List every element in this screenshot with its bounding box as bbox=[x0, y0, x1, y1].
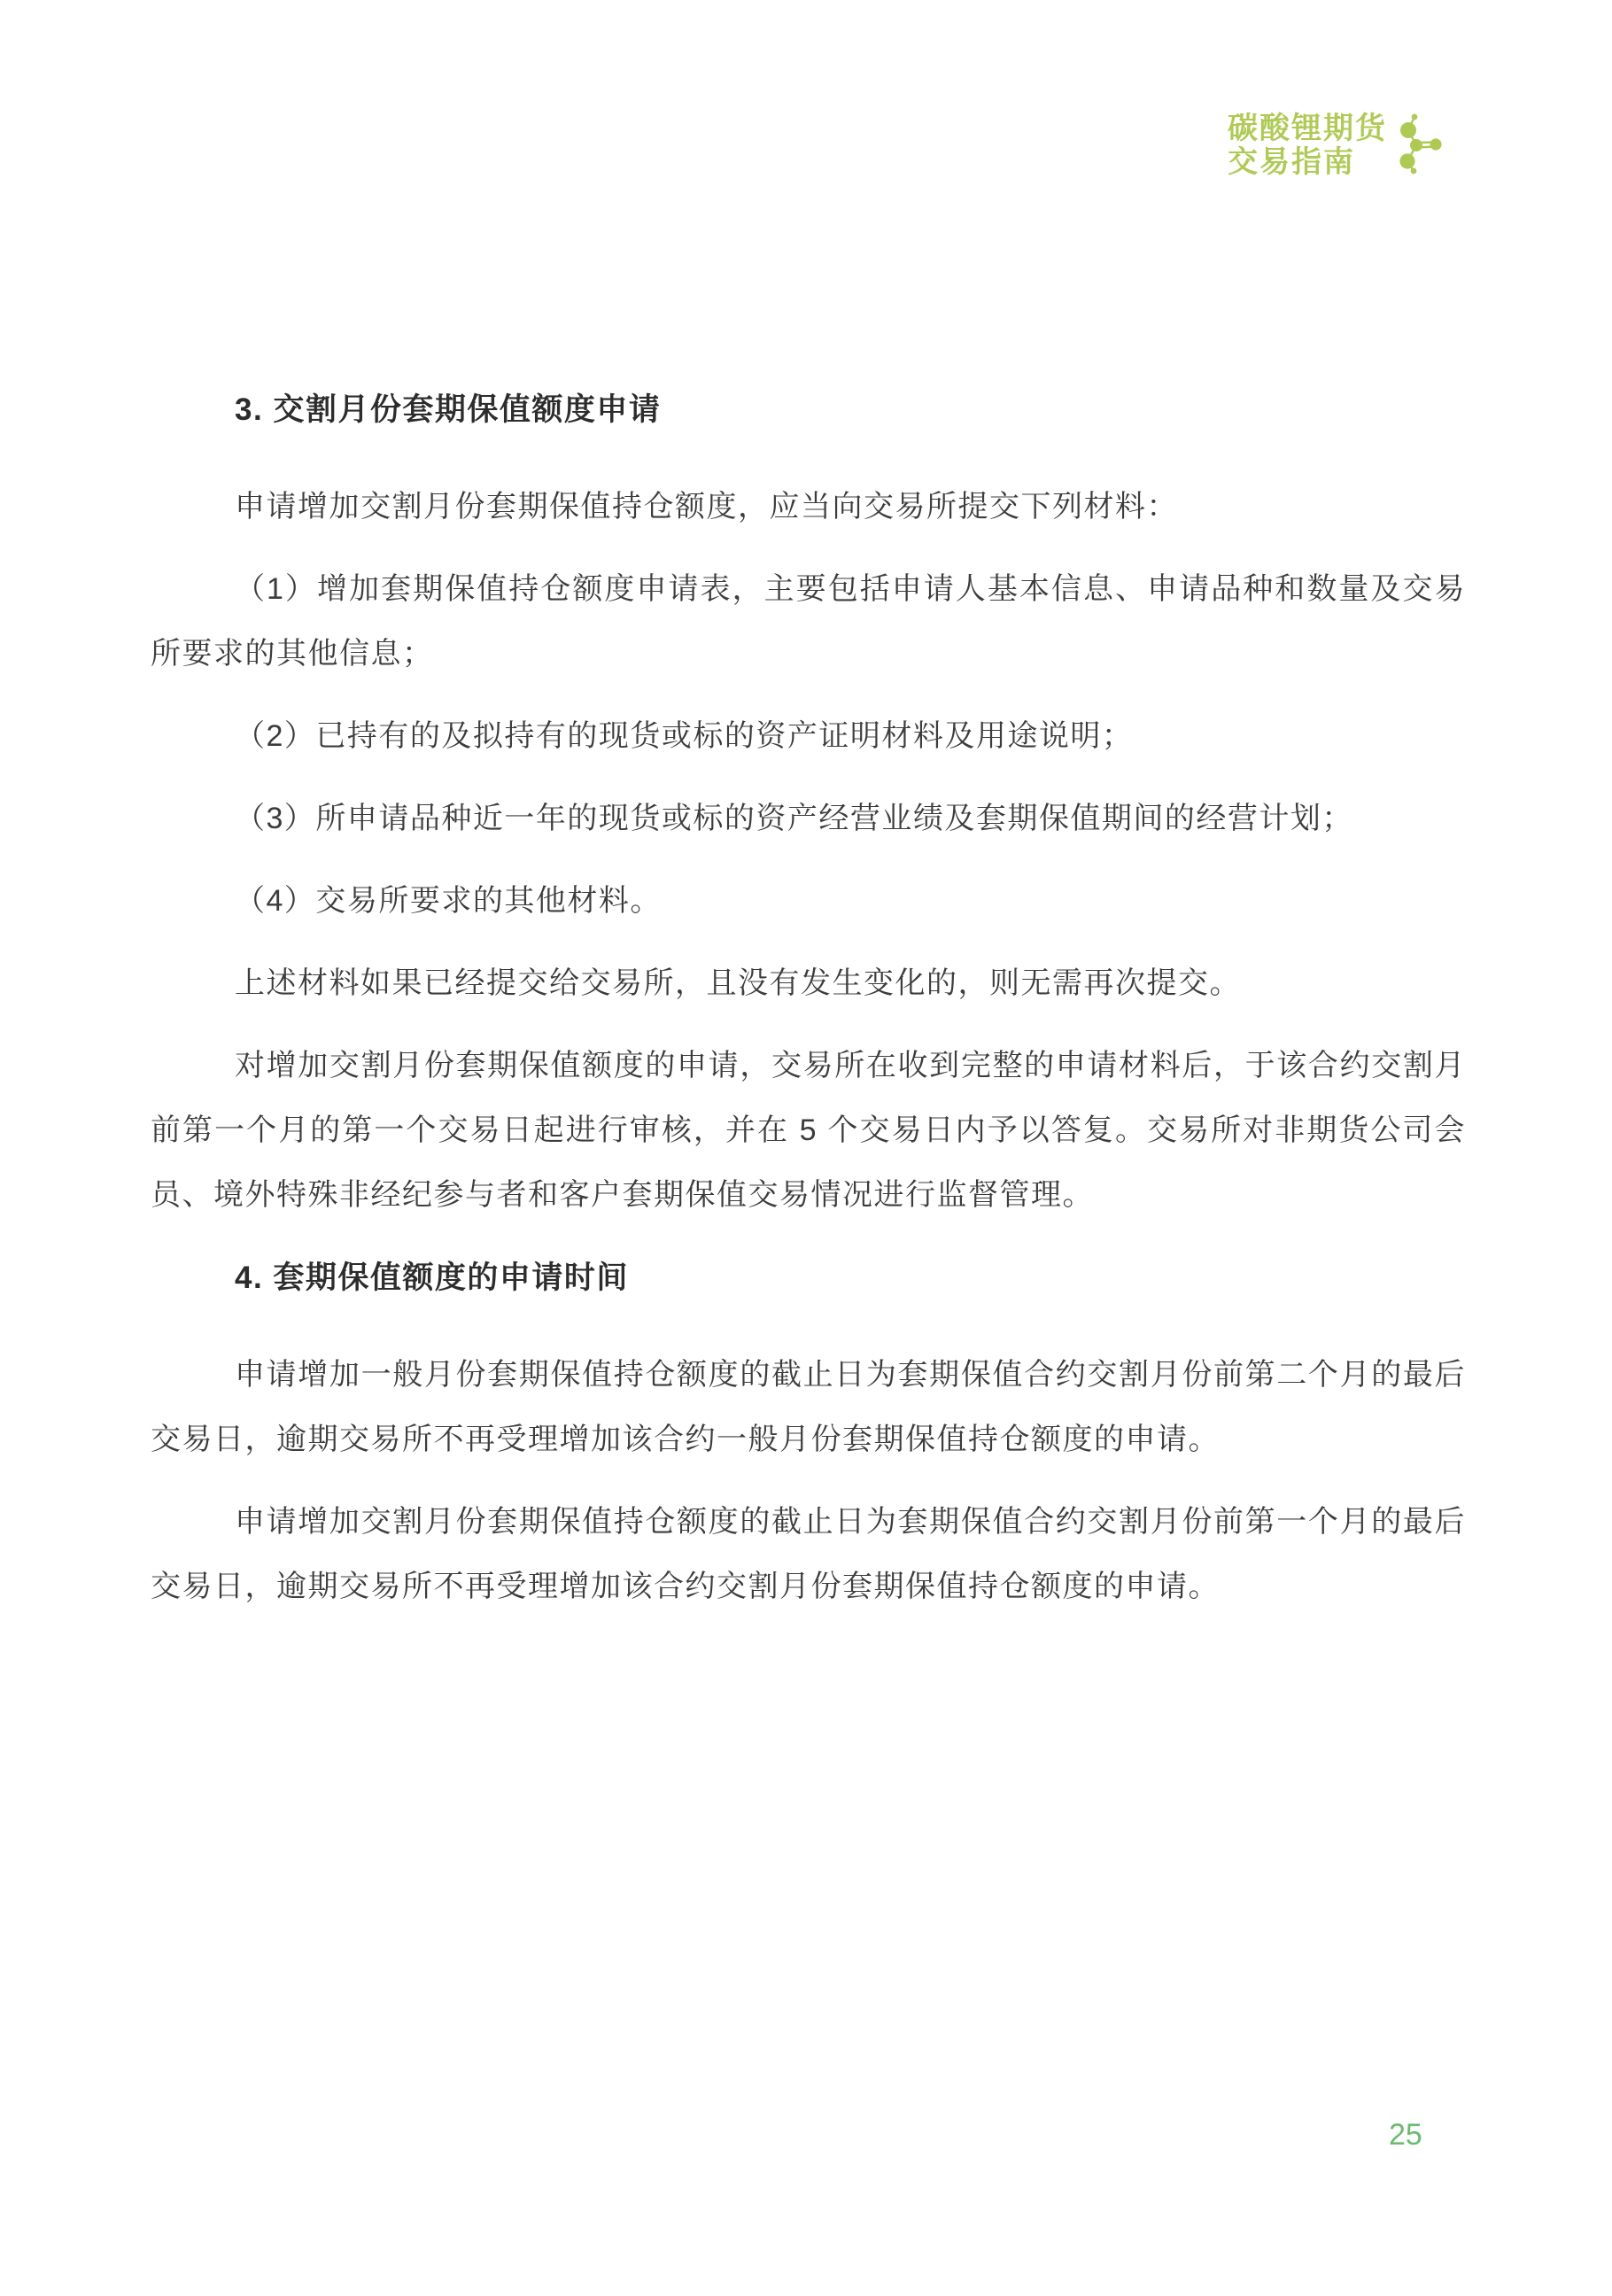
paragraph-review-process: 对增加交割月份套期保值额度的申请，交易所在收到完整的申请材料后，于该合约交割月前第一个月的第一个交易日起进行审核，并在 5 个交易日内予以答复。交易所对非期货公司会员、境外特殊非经纪参与者和客户套期保值交易情况进行监督管理。 bbox=[151, 1049, 1466, 1212]
logo-title-line2: 交易指南 bbox=[1228, 145, 1355, 179]
paragraph-delivery-month-deadline: 申请增加交割月份套期保值持仓额度的截止日为套期保值合约交割月份前第一个月的最后交易日，逾期交易所不再受理增加该合约交割月份套期保值持仓额度的申请。 bbox=[151, 1505, 1466, 1603]
section-heading-3: 3. 交割月份套期保值额度申请 bbox=[235, 392, 662, 427]
paragraph-resubmit-note: 上述材料如果已经提交给交易所，且没有发生变化的，则无需再次提交。 bbox=[235, 966, 1241, 1000]
molecule-icon bbox=[1399, 113, 1445, 175]
paragraph-general-month-deadline: 申请增加一般月份套期保值持仓额度的截止日为套期保值合约交割月份前第二个月的最后交易日，逾期交易所不再受理增加该合约一般月份套期保值持仓额度的申请。 bbox=[151, 1358, 1466, 1456]
list-item-4: （4）交易所要求的其他材料。 bbox=[235, 884, 662, 918]
paragraph-intro: 申请增加交割月份套期保值持仓额度，应当向交易所提交下列材料： bbox=[235, 490, 1178, 524]
logo-title-line1: 碳酸锂期货 bbox=[1228, 112, 1387, 145]
list-item-2: （2）已持有的及拟持有的现货或标的资产证明材料及用途说明； bbox=[235, 719, 1134, 753]
brand-logo bbox=[1228, 112, 1445, 179]
page-number: 25 bbox=[1389, 2118, 1422, 2152]
section-heading-4: 4. 套期保值额度的申请时间 bbox=[235, 1260, 629, 1295]
list-item-3: （3）所申请品种近一年的现货或标的资产经营业绩及套期保值期间的经营计划； bbox=[235, 802, 1353, 835]
list-item-1: （1）增加套期保值持仓额度申请表，主要包括申请人基本信息、申请品种和数量及交易所要求的其他信息； bbox=[151, 572, 1466, 671]
logo-title bbox=[1228, 112, 1387, 179]
